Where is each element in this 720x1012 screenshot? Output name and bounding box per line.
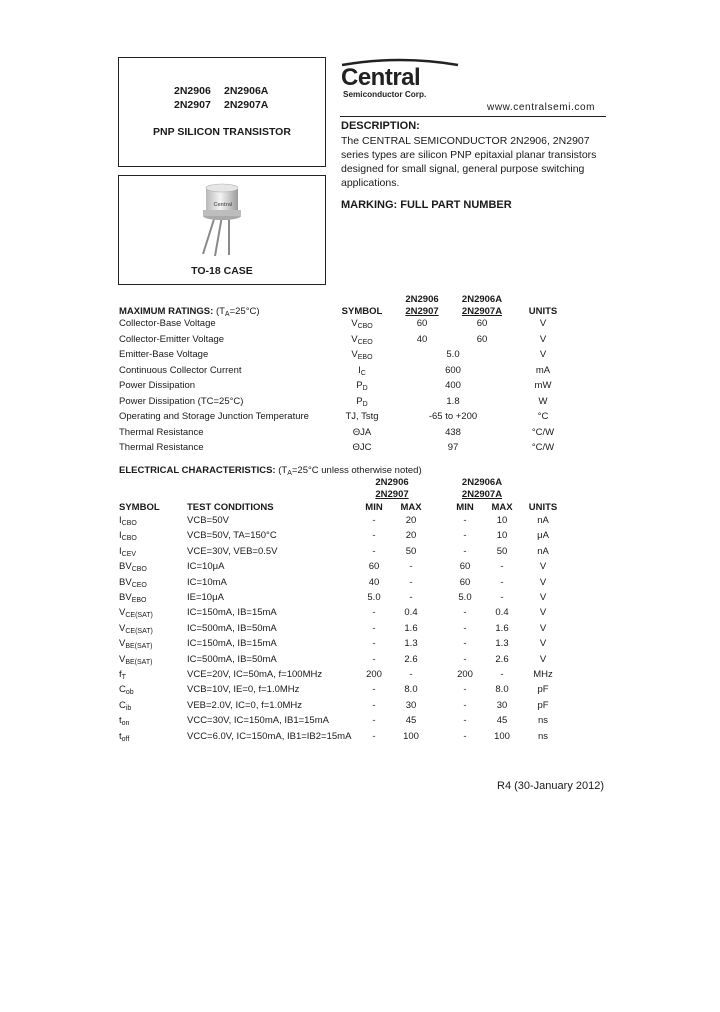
ec-max-2n2906a: 10 xyxy=(496,530,508,542)
max-rating-param: Power Dissipation (TC=25°C) xyxy=(119,395,244,407)
ec-max-2n2906a: 50 xyxy=(496,545,508,557)
max-ratings-col-part2-bottom: 2N2907A xyxy=(461,306,503,317)
ec-symbol: $I_{CBO}$ xyxy=(119,515,137,527)
ec-symbol: $f_T$ xyxy=(119,669,126,681)
ec-max-2n2906: 30 xyxy=(405,699,417,711)
ec-condition: VCB=10V, IE=0, f=1.0MHz xyxy=(187,684,300,696)
ec-col-min1: MIN xyxy=(365,502,383,513)
ec-symbol: $BV_{CBO}$ xyxy=(119,561,147,574)
ec-unit: V xyxy=(539,638,547,650)
max-rating-symbol: ΘJA xyxy=(352,426,372,438)
marking-heading: MARKING: FULL PART NUMBER xyxy=(341,199,512,211)
max-rating-value: 97 xyxy=(447,442,459,453)
max-rating-param: Collector-Base Voltage xyxy=(119,318,216,329)
ec-min-2n2906a: - xyxy=(463,607,467,619)
ec-max-2n2906: 1.6 xyxy=(404,622,418,634)
max-rating-unit: V xyxy=(539,349,547,360)
max-rating-value-part2: 60 xyxy=(476,318,488,329)
ec-min-2n2906: 60 xyxy=(368,561,380,573)
ec-symbol: $BV_{CEO}$ xyxy=(119,576,147,589)
ec-max-2n2906: 2.6 xyxy=(404,653,418,665)
ec-unit: V xyxy=(539,607,547,619)
ec-symbol: $V_{CE(SAT)}$ xyxy=(119,607,153,620)
ec-condition: IC=150mA, IB=15mA xyxy=(187,638,277,650)
ec-min-2n2906a: - xyxy=(463,530,467,542)
ec-col-conditions: TEST CONDITIONS xyxy=(187,502,274,513)
ec-symbol: $V_{BE(SAT)}$ xyxy=(119,638,153,651)
ec-symbol: $t_{on}$ xyxy=(119,715,130,728)
ec-condition: IE=10μA xyxy=(187,592,224,603)
max-rating-value-part1: 60 xyxy=(416,318,428,329)
max-rating-symbol: $P_D$ xyxy=(356,395,368,408)
ec-min-2n2906: - xyxy=(372,622,376,634)
ec-unit: pF xyxy=(537,699,549,711)
ec-max-2n2906a: 2.6 xyxy=(495,653,509,665)
ec-group1-top: 2N2906 xyxy=(375,477,409,488)
ec-max-2n2906: - xyxy=(409,669,413,680)
ec-max-2n2906a: 30 xyxy=(496,699,508,711)
ec-symbol: $C_{ib}$ xyxy=(119,699,132,712)
ec-symbol: $BV_{EBO}$ xyxy=(119,592,147,604)
ec-col-max1: MAX xyxy=(400,502,422,513)
max-rating-param: Continuous Collector Current xyxy=(119,364,242,376)
ec-col-max2: MAX xyxy=(491,502,513,513)
max-rating-value: -65 to +200 xyxy=(428,411,478,422)
website-url: www.centralsemi.com xyxy=(487,102,596,113)
ec-group1-bottom: 2N2907 xyxy=(375,489,409,500)
max-rating-value-part1: 40 xyxy=(416,333,428,345)
ec-min-2n2906: - xyxy=(372,684,376,696)
ec-unit: pF xyxy=(537,684,549,696)
ec-unit: V xyxy=(539,561,547,573)
ec-min-2n2906a: 5.0 xyxy=(458,592,472,603)
max-rating-unit: mW xyxy=(534,380,552,391)
ec-min-2n2906: - xyxy=(372,638,376,650)
ec-min-2n2906: - xyxy=(372,715,376,727)
ec-unit: nA xyxy=(537,545,549,557)
ec-min-2n2906a: - xyxy=(463,715,467,727)
ec-min-2n2906: 200 xyxy=(366,669,382,680)
case-box xyxy=(118,175,326,285)
ec-col-min2: MIN xyxy=(456,502,474,513)
svg-text:Central: Central xyxy=(341,64,421,91)
ec-min-2n2906: - xyxy=(372,530,376,542)
ec-symbol: $C_{ob}$ xyxy=(119,684,134,697)
max-rating-unit: °C/W xyxy=(531,426,555,438)
ec-max-2n2906a: 10 xyxy=(496,515,508,526)
max-rating-value: 5.0 xyxy=(446,349,460,360)
central-logo xyxy=(340,58,465,102)
max-rating-symbol: $V_{CEO}$ xyxy=(351,333,373,346)
max-rating-param: Thermal Resistance xyxy=(119,426,204,438)
ec-unit: ns xyxy=(537,715,549,727)
ec-max-2n2906a: 0.4 xyxy=(495,607,509,619)
description-heading: DESCRIPTION: xyxy=(341,120,420,132)
part-number-2n2906a: 2N2906A xyxy=(224,85,269,97)
ec-max-2n2906a: 8.0 xyxy=(495,684,509,696)
max-rating-symbol: $I_C$ xyxy=(358,364,366,377)
max-rating-unit: °C/W xyxy=(531,442,555,453)
ec-max-2n2906a: - xyxy=(500,561,504,573)
ec-symbol: $V_{CE(SAT)}$ xyxy=(119,622,153,635)
max-rating-unit: V xyxy=(539,318,547,329)
part-number-box xyxy=(118,57,326,167)
max-rating-symbol: $V_{CBO}$ xyxy=(351,318,373,330)
description-text: The CENTRAL SEMICONDUCTOR 2N2906, 2N2907 series types are silicon PNP epitaxial planar transistors designed for small signal, general purpose switching applications. xyxy=(341,135,597,189)
max-rating-param: Collector-Emitter Voltage xyxy=(119,333,225,345)
svg-text:Central: Central xyxy=(213,202,233,208)
max-rating-unit: mA xyxy=(535,364,551,376)
ec-min-2n2906a: 200 xyxy=(457,669,473,680)
ec-min-2n2906a: - xyxy=(463,684,467,696)
max-rating-value: 600 xyxy=(445,364,461,376)
max-rating-value: 1.8 xyxy=(446,395,460,407)
ec-condition: IC=500mA, IB=50mA xyxy=(187,622,277,634)
ec-unit: MHz xyxy=(533,669,553,680)
ec-max-2n2906: 20 xyxy=(405,530,417,542)
electrical-heading: ELECTRICAL CHARACTERISTICS: ($T_A=25^\circ C$ unless otherwise noted) xyxy=(119,465,422,477)
max-rating-symbol: TJ, Tstg xyxy=(345,411,379,422)
max-ratings-col-part2-top: 2N2906A xyxy=(461,294,503,305)
ec-min-2n2906: - xyxy=(372,515,376,526)
header-divider xyxy=(340,116,606,117)
ec-unit: V xyxy=(539,622,547,634)
ec-unit: ns xyxy=(537,730,549,742)
ec-min-2n2906: 40 xyxy=(368,576,380,588)
ec-unit: V xyxy=(539,653,547,665)
ec-min-2n2906: 5.0 xyxy=(367,592,381,603)
revision-label: R4 (30-January 2012) xyxy=(497,780,605,792)
max-rating-symbol: ΘJC xyxy=(352,442,372,453)
max-rating-value: 438 xyxy=(445,426,461,438)
max-ratings-col-units: UNITS xyxy=(528,306,558,317)
ec-group2-top: 2N2906A xyxy=(461,477,503,488)
ec-min-2n2906a: - xyxy=(463,699,467,711)
ec-col-symbol: SYMBOL xyxy=(119,502,160,513)
ec-condition: VCE=30V, VEB=0.5V xyxy=(187,545,278,557)
ec-max-2n2906: - xyxy=(409,592,413,603)
ec-condition: IC=500mA, IB=50mA xyxy=(187,653,277,665)
ec-symbol: $I_{CEV}$ xyxy=(119,545,137,558)
ec-unit: μA xyxy=(537,530,549,542)
ec-condition: VCB=50V xyxy=(187,515,229,526)
max-rating-unit: °C xyxy=(537,411,549,422)
max-ratings-col-symbol: SYMBOL xyxy=(341,306,383,317)
max-rating-symbol: $V_{EBO}$ xyxy=(351,349,373,361)
ec-symbol: $t_{off}$ xyxy=(119,730,130,743)
ec-min-2n2906a: - xyxy=(463,638,467,650)
part-number-2n2906: 2N2906 xyxy=(174,85,211,97)
ec-min-2n2906: - xyxy=(372,653,376,665)
ec-max-2n2906: - xyxy=(409,561,413,573)
ec-min-2n2906a: 60 xyxy=(459,576,471,588)
max-rating-param: Power Dissipation xyxy=(119,380,196,391)
to18-transistor-image xyxy=(119,176,325,266)
ec-max-2n2906a: - xyxy=(500,576,504,588)
case-label: TO-18 CASE xyxy=(191,265,253,277)
ec-min-2n2906a: - xyxy=(463,730,467,742)
max-ratings-heading: MAXIMUM RATINGS: $(T_A=25^\circ C)$ xyxy=(119,306,260,318)
ec-min-2n2906a: - xyxy=(463,622,467,634)
max-ratings-col-part1-top: 2N2906 xyxy=(405,294,439,305)
max-rating-unit: W xyxy=(538,395,548,407)
product-title: PNP SILICON TRANSISTOR xyxy=(153,126,291,138)
ec-unit: nA xyxy=(537,515,549,526)
ec-condition: VCE=20V, IC=50mA, f=100MHz xyxy=(187,669,323,680)
ec-unit: V xyxy=(539,592,547,603)
ec-max-2n2906a: 45 xyxy=(496,715,508,727)
ec-min-2n2906a: - xyxy=(463,515,467,526)
ec-condition: IC=10μA xyxy=(187,561,225,573)
ec-max-2n2906a: - xyxy=(500,592,504,603)
ec-min-2n2906a: - xyxy=(463,545,467,557)
ec-min-2n2906a: 60 xyxy=(459,561,471,573)
ec-condition: VCC=6.0V, IC=150mA, IB1=IB2=15mA xyxy=(187,730,352,742)
ec-condition: VEB=2.0V, IC=0, f=1.0MHz xyxy=(187,699,303,711)
ec-max-2n2906: 20 xyxy=(405,515,417,526)
ec-col-units: UNITS xyxy=(528,502,558,513)
ec-min-2n2906a: - xyxy=(463,653,467,665)
ec-condition: VCB=50V, TA=150°C xyxy=(187,530,277,542)
ec-max-2n2906: - xyxy=(409,576,413,588)
ec-min-2n2906: - xyxy=(372,730,376,742)
ec-max-2n2906: 0.4 xyxy=(404,607,418,619)
ec-symbol: $I_{CBO}$ xyxy=(119,530,137,543)
ec-condition: IC=10mA xyxy=(187,576,227,588)
ec-max-2n2906a: 1.3 xyxy=(495,638,509,650)
part-number-2n2907a: 2N2907A xyxy=(224,99,269,111)
max-ratings-col-part1-bottom: 2N2907 xyxy=(405,306,439,317)
ec-max-2n2906a: 100 xyxy=(494,730,510,742)
ec-group2-bottom: 2N2907A xyxy=(461,489,503,500)
max-rating-param: Emitter-Base Voltage xyxy=(119,349,209,360)
ec-unit: V xyxy=(539,576,547,588)
ec-max-2n2906: 1.3 xyxy=(404,638,418,650)
max-rating-value: 400 xyxy=(445,380,461,391)
part-number-2n2907: 2N2907 xyxy=(174,99,211,111)
ec-max-2n2906: 100 xyxy=(403,730,419,742)
ec-condition: IC=150mA, IB=15mA xyxy=(187,607,277,619)
ec-min-2n2906: - xyxy=(372,607,376,619)
max-rating-param: Operating and Storage Junction Temperature xyxy=(119,411,309,422)
ec-max-2n2906a: - xyxy=(500,669,504,680)
ec-min-2n2906: - xyxy=(372,545,376,557)
ec-max-2n2906: 45 xyxy=(405,715,417,727)
max-rating-value-part2: 60 xyxy=(476,333,488,345)
ec-symbol: $V_{BE(SAT)}$ xyxy=(119,653,153,666)
max-rating-unit: V xyxy=(539,333,547,345)
ec-min-2n2906: - xyxy=(372,699,376,711)
ec-max-2n2906: 8.0 xyxy=(404,684,418,696)
max-rating-param: Thermal Resistance xyxy=(119,442,204,453)
ec-condition: VCC=30V, IC=150mA, IB1=15mA xyxy=(187,715,329,727)
svg-text:Semiconductor Corp.: Semiconductor Corp. xyxy=(343,90,427,99)
ec-max-2n2906a: 1.6 xyxy=(495,622,509,634)
max-rating-symbol: $P_D$ xyxy=(356,380,368,392)
ec-max-2n2906: 50 xyxy=(405,545,417,557)
